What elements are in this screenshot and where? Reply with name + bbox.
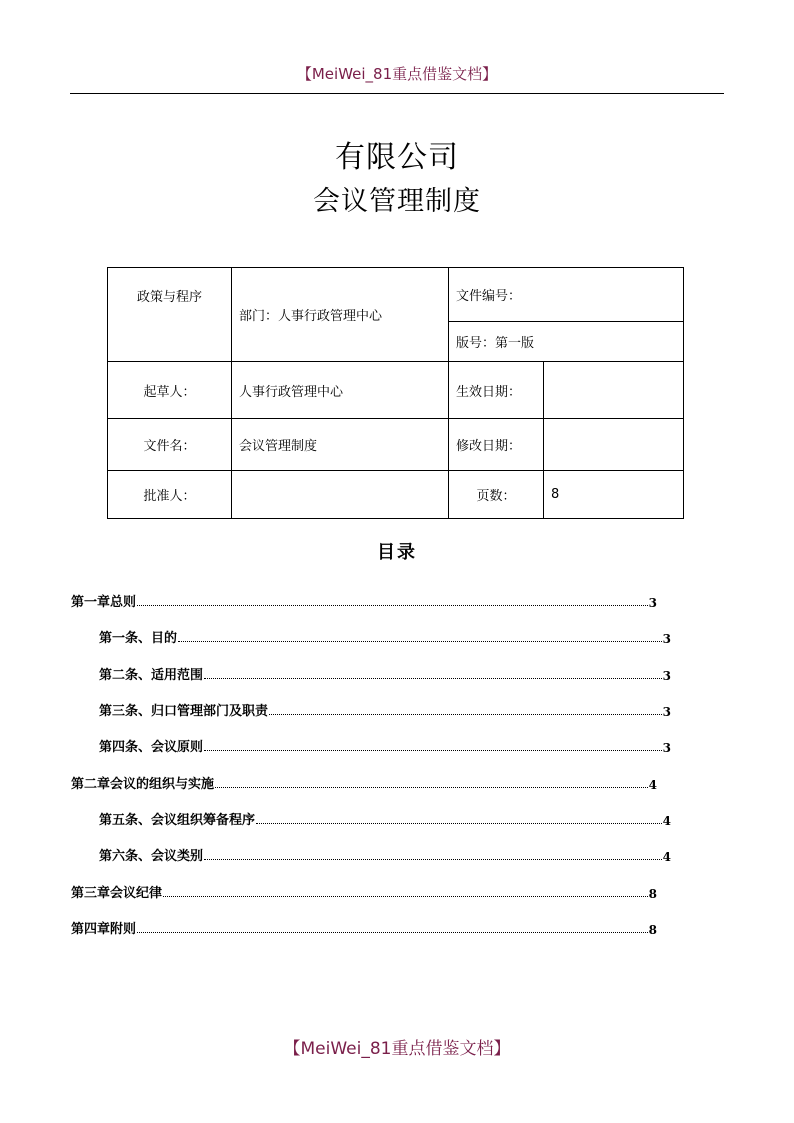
toc-leader-dots	[256, 823, 662, 824]
document-title: 会议管理制度	[313, 186, 481, 217]
drafter-label: 起草人：	[108, 362, 232, 419]
toc-leader-dots	[204, 678, 662, 679]
toc-entry-label: 第五条、会议组织筹备程序	[99, 813, 256, 828]
toc-entry-label: 第二章会议的组织与实施	[71, 777, 215, 792]
toc-entry[interactable]	[99, 846, 671, 864]
toc-entry-label: 第三条、归口管理部门及职责	[99, 704, 269, 719]
header-divider	[70, 93, 724, 94]
revision-date-value	[544, 419, 684, 471]
toc-entry-page: 3	[662, 632, 671, 646]
approver-label: 批准人：	[108, 471, 232, 519]
toc-entry-page: 3	[662, 741, 671, 755]
toc-leader-dots	[178, 641, 662, 642]
toc-leader-dots	[204, 859, 662, 860]
approver-value	[232, 471, 449, 519]
footer-banner: 【MeiWei_81重点借鉴文档】	[283, 1039, 511, 1059]
toc-leader-dots	[269, 714, 662, 715]
toc-entry[interactable]	[99, 628, 671, 646]
revision-date-label: 修改日期：	[449, 419, 544, 471]
pages-value: 8	[544, 471, 684, 519]
toc-entry-label: 第二条、适用范围	[99, 668, 204, 683]
toc-leader-dots	[137, 932, 648, 933]
toc-entry-page: 3	[662, 705, 671, 719]
toc-entry-page: 8	[648, 923, 657, 937]
toc-leader-dots	[163, 896, 648, 897]
version-value: 版号：第一版	[449, 322, 684, 362]
toc-entry[interactable]	[71, 919, 657, 937]
drafter-value: 人事行政管理中心	[232, 362, 449, 419]
toc-entry-label: 第四条、会议原则	[99, 740, 204, 755]
department-value: 部门：人事行政管理中心	[232, 268, 449, 362]
toc-entry-label: 第四章附则	[71, 922, 137, 937]
effective-date-value	[544, 362, 684, 419]
toc-entry-label: 第三章会议纪律	[71, 886, 163, 901]
toc-title: 目录	[377, 542, 417, 563]
policy-label: 政策与程序	[108, 268, 232, 362]
toc-entry[interactable]	[99, 810, 671, 828]
toc-leader-dots	[204, 750, 662, 751]
toc-entry-page: 4	[662, 814, 671, 828]
toc-entry-page: 8	[648, 887, 657, 901]
toc-entry[interactable]	[99, 701, 671, 719]
toc-entry-page: 4	[648, 778, 657, 792]
company-name: 有限公司	[335, 140, 459, 175]
toc-entry[interactable]	[99, 665, 671, 683]
file-name-label: 文件名：	[108, 419, 232, 471]
file-name-value: 会议管理制度	[232, 419, 449, 471]
toc-entry[interactable]	[71, 592, 657, 610]
toc-entry[interactable]	[99, 737, 671, 755]
toc-leader-dots	[137, 605, 648, 606]
toc-entry-label: 第六条、会议类别	[99, 849, 204, 864]
pages-label: 页数：	[449, 471, 544, 519]
toc-entry[interactable]	[71, 774, 657, 792]
toc-entry-label: 第一条、目的	[99, 631, 178, 646]
toc-entry-page: 4	[662, 850, 671, 864]
file-number-label: 文件编号：	[449, 268, 684, 322]
toc-leader-dots	[215, 787, 648, 788]
document-info-table	[107, 267, 684, 519]
toc-entry-label: 第一章总则	[71, 595, 137, 610]
effective-date-label: 生效日期：	[449, 362, 544, 419]
header-banner: 【MeiWei_81重点借鉴文档】	[296, 65, 498, 83]
toc-entry[interactable]	[71, 883, 657, 901]
toc-entry-page: 3	[662, 669, 671, 683]
toc-entry-page: 3	[648, 596, 657, 610]
